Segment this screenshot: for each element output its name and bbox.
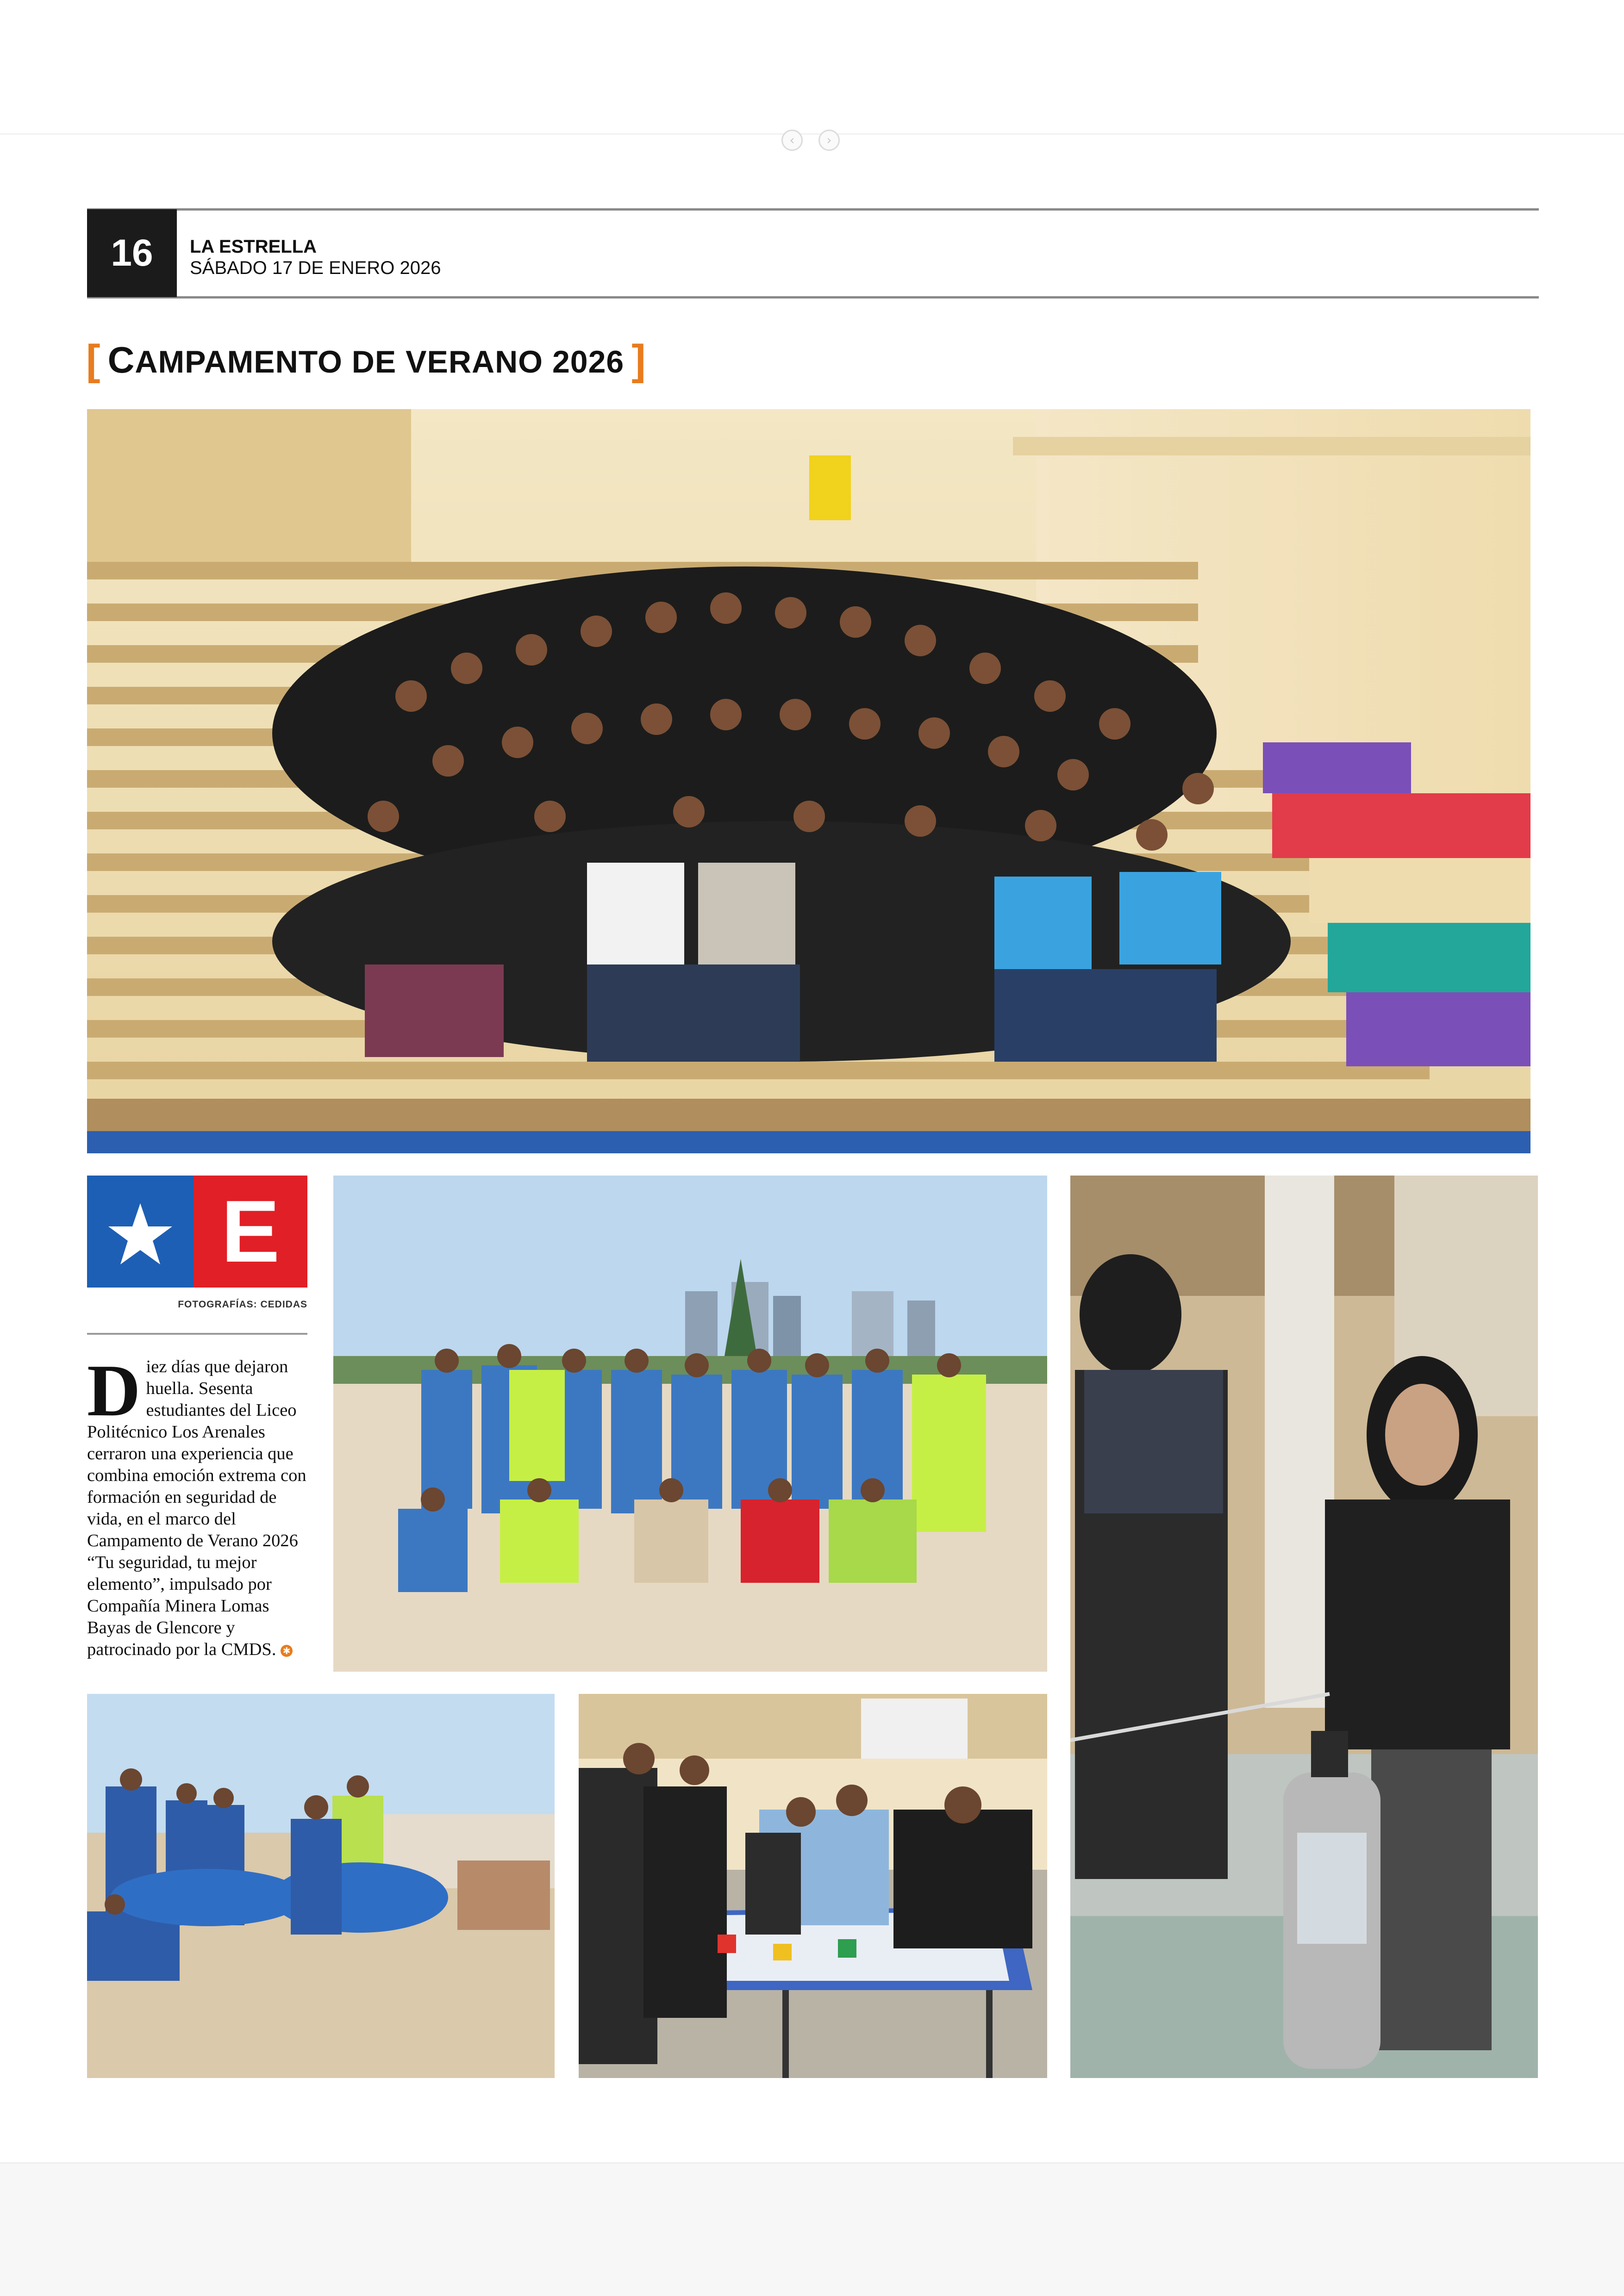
- chevron-right-icon[interactable]: ›: [818, 130, 840, 151]
- page-number: 16: [87, 209, 177, 297]
- bracket-open: [: [86, 336, 100, 384]
- end-mark-icon: ✱: [281, 1645, 293, 1657]
- header-rule-top: [87, 208, 1539, 211]
- photo-group-on-steps: [87, 409, 1530, 1153]
- publication-date: SÁBADO 17 DE ENERO 2026: [190, 258, 441, 278]
- bracket-close: ]: [631, 336, 646, 384]
- masthead: [190, 236, 441, 279]
- article-body: [87, 1349, 307, 1661]
- header-rule-bottom: [87, 296, 1539, 299]
- chevron-left-icon[interactable]: ‹: [781, 130, 803, 151]
- logo-letter: E: [194, 1176, 307, 1288]
- star-icon: [87, 1176, 194, 1288]
- publication-name: LA ESTRELLA: [190, 236, 317, 257]
- newspaper-logo: [87, 1176, 307, 1288]
- photo-surf-lesson: [87, 1694, 555, 2078]
- section-title-initial: C: [107, 339, 135, 380]
- credit-rule: [87, 1333, 307, 1335]
- drop-cap: D: [87, 1349, 141, 1431]
- section-title-rest: AMPAMENTO DE VERANO 2026: [135, 344, 625, 380]
- article-text: iez días que dejaron huella. Sesenta estudiantes del Liceo Politécnico Los Arenales cerraron una experiencia que combina emoción extrema con formación en seguridad de vida, en el marco del Campamento de Verano 2026 “Tu seguridad, tu mejor elemento”, impulsado por Compañía Minera Lomas Bayas de Glencore y patrocinado por la CMDS.: [87, 1357, 306, 1659]
- section-title: [108, 339, 625, 381]
- photo-fire-extinguisher-training: [1070, 1176, 1538, 2078]
- photo-credit: FOTOGRAFÍAS: CEDIDAS: [178, 1299, 307, 1310]
- photo-beach-group: [333, 1176, 1047, 1672]
- photo-workshop-table: [579, 1694, 1047, 2078]
- section-heading: [86, 337, 646, 383]
